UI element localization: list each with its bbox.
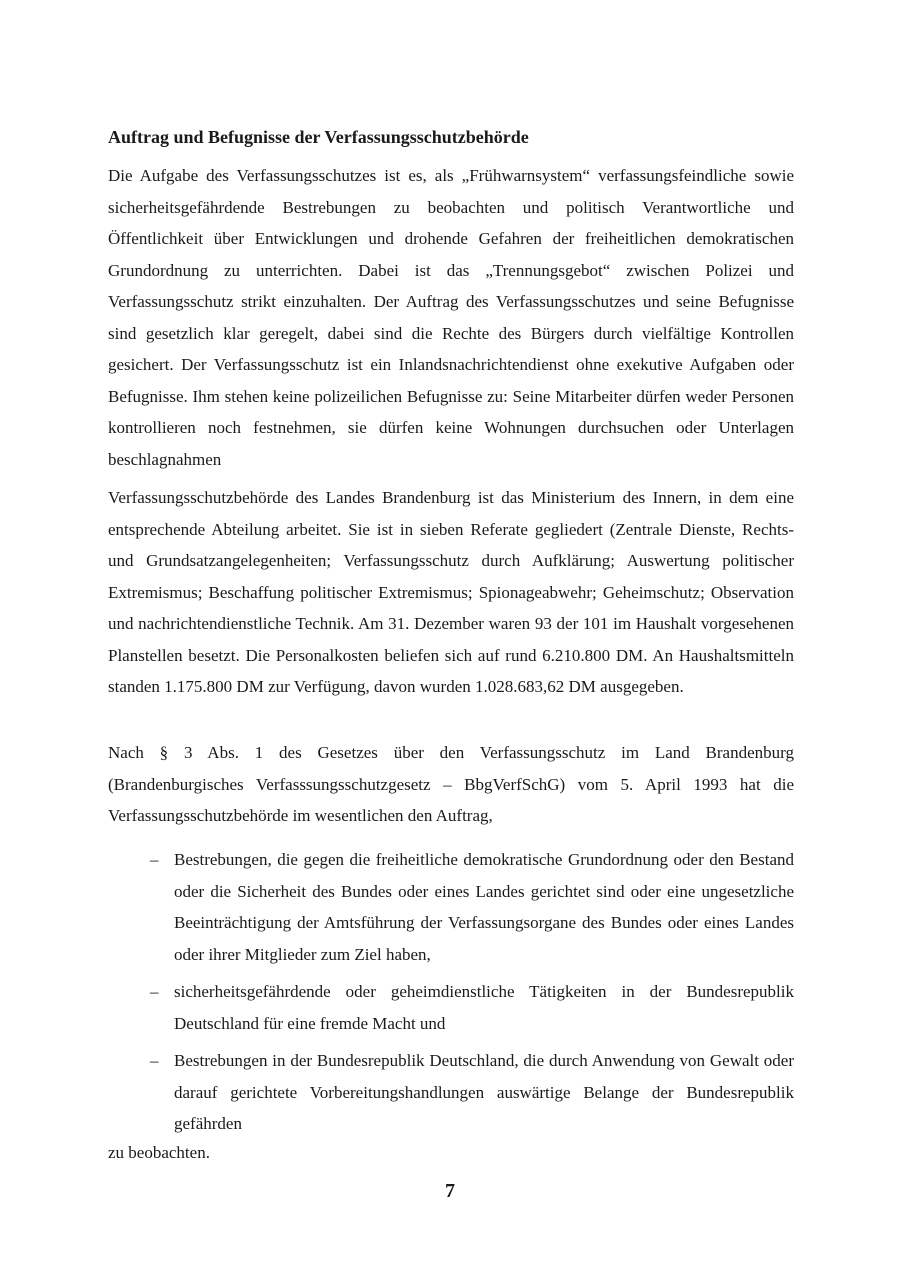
mandate-list: [108, 844, 794, 1146]
dash-marker: –: [150, 1051, 159, 1070]
dash-marker: –: [150, 850, 159, 869]
list-item: [108, 1045, 794, 1140]
dash-marker: –: [150, 982, 159, 1001]
paragraph-intro: Die Aufgabe des Verfassungsschutzes ist es, als „Frühwarnsystem“ verfassungsfeindliche sowie sicherheitsgefährdende Bestrebungen zu beobachten und politisch Verantwortliche und Öffentlichkeit über Entwicklungen und drohende Gefahren der freiheitlichen demokratischen Grundordnung zu unterrichten. Dabei ist das „Trennungsgebot“ zwischen Polizei und Verfassungsschutz strikt einzuhalten. Der Auftrag des Verfassungsschutzes und seine Befugnisse sind gesetzlich klar geregelt, dabei sind die Rechte des Bürgers durch vielfältige Kontrollen gesichert. Der Verfassungsschutz ist ein Inlandsnachrichtendienst ohne exekutive Aufgaben oder Befugnisse. Ihm stehen keine polizeilichen Befugnisse zu: Seine Mitarbeiter dürfen weder Personen kontrollieren noch festnehmen, sie dürfen keine Wohnungen durchsuchen oder Unterlagen beschlagnahmen: [108, 166, 794, 469]
list-item: [108, 844, 794, 970]
list-item-text: Bestrebungen in der Bundesrepublik Deutschland, die durch Anwendung von Gewalt oder darauf gerichtete Vorbereitungshandlungen auswärtige Belange der Bundesrepublik gefährden: [174, 1051, 794, 1133]
list-item-text: Bestrebungen, die gegen die freiheitliche demokratische Grundordnung oder den Bestand oder die Sicherheit des Bundes oder eines Landes gerichtet sind oder eine ungesetzliche Beeinträchtigung der Amtsführung der Verfassungsorgane des Bundes oder eines Landes oder ihrer Mitglieder zum Ziel haben,: [174, 850, 794, 964]
list-item-text: sicherheitsgefährdende oder geheimdienstliche Tätigkeiten in der Bundesrepublik Deutschland für eine fremde Macht und: [174, 982, 794, 1033]
page-number: 7: [445, 1180, 455, 1202]
list-item: [108, 976, 794, 1039]
paragraph-organization: Verfassungsschutzbehörde des Landes Brandenburg ist das Ministerium des Innern, in dem eine entsprechende Abteilung arbeitet. Sie ist in sieben Referate gegliedert (Zentrale Dienste, Rechts- und Grundsatzangelegenheiten; Verfassungsschutz durch Aufklärung; Auswertung politischer Extremismus; Beschaffung politischer Extremismus; Spionageabwehr; Geheimschutz; Observation und nachrichtendienstliche Technik. Am 31. Dezember waren 93 der 101 im Haushalt vorgesehenen Planstellen besetzt. Die Personalkosten beliefen sich auf rund 6.210.800 DM. An Haushaltsmitteln standen 1.175.800 DM zur Verfügung, davon wurden 1.028.683,62 DM ausgegeben.: [108, 488, 794, 696]
section-heading: Auftrag und Befugnisse der Verfassungsschutzbehörde: [108, 127, 529, 147]
closing-line: zu beobachten.: [108, 1143, 210, 1162]
paragraph-legal-basis: Nach § 3 Abs. 1 des Gesetzes über den Verfassungsschutz im Land Brandenburg (Brandenburgisches Verfasssungsschutzgesetz – BbgVerfSchG) vom 5. April 1993 hat die Verfassungsschutzbehörde im wesentlichen den Auftrag,: [108, 743, 794, 825]
